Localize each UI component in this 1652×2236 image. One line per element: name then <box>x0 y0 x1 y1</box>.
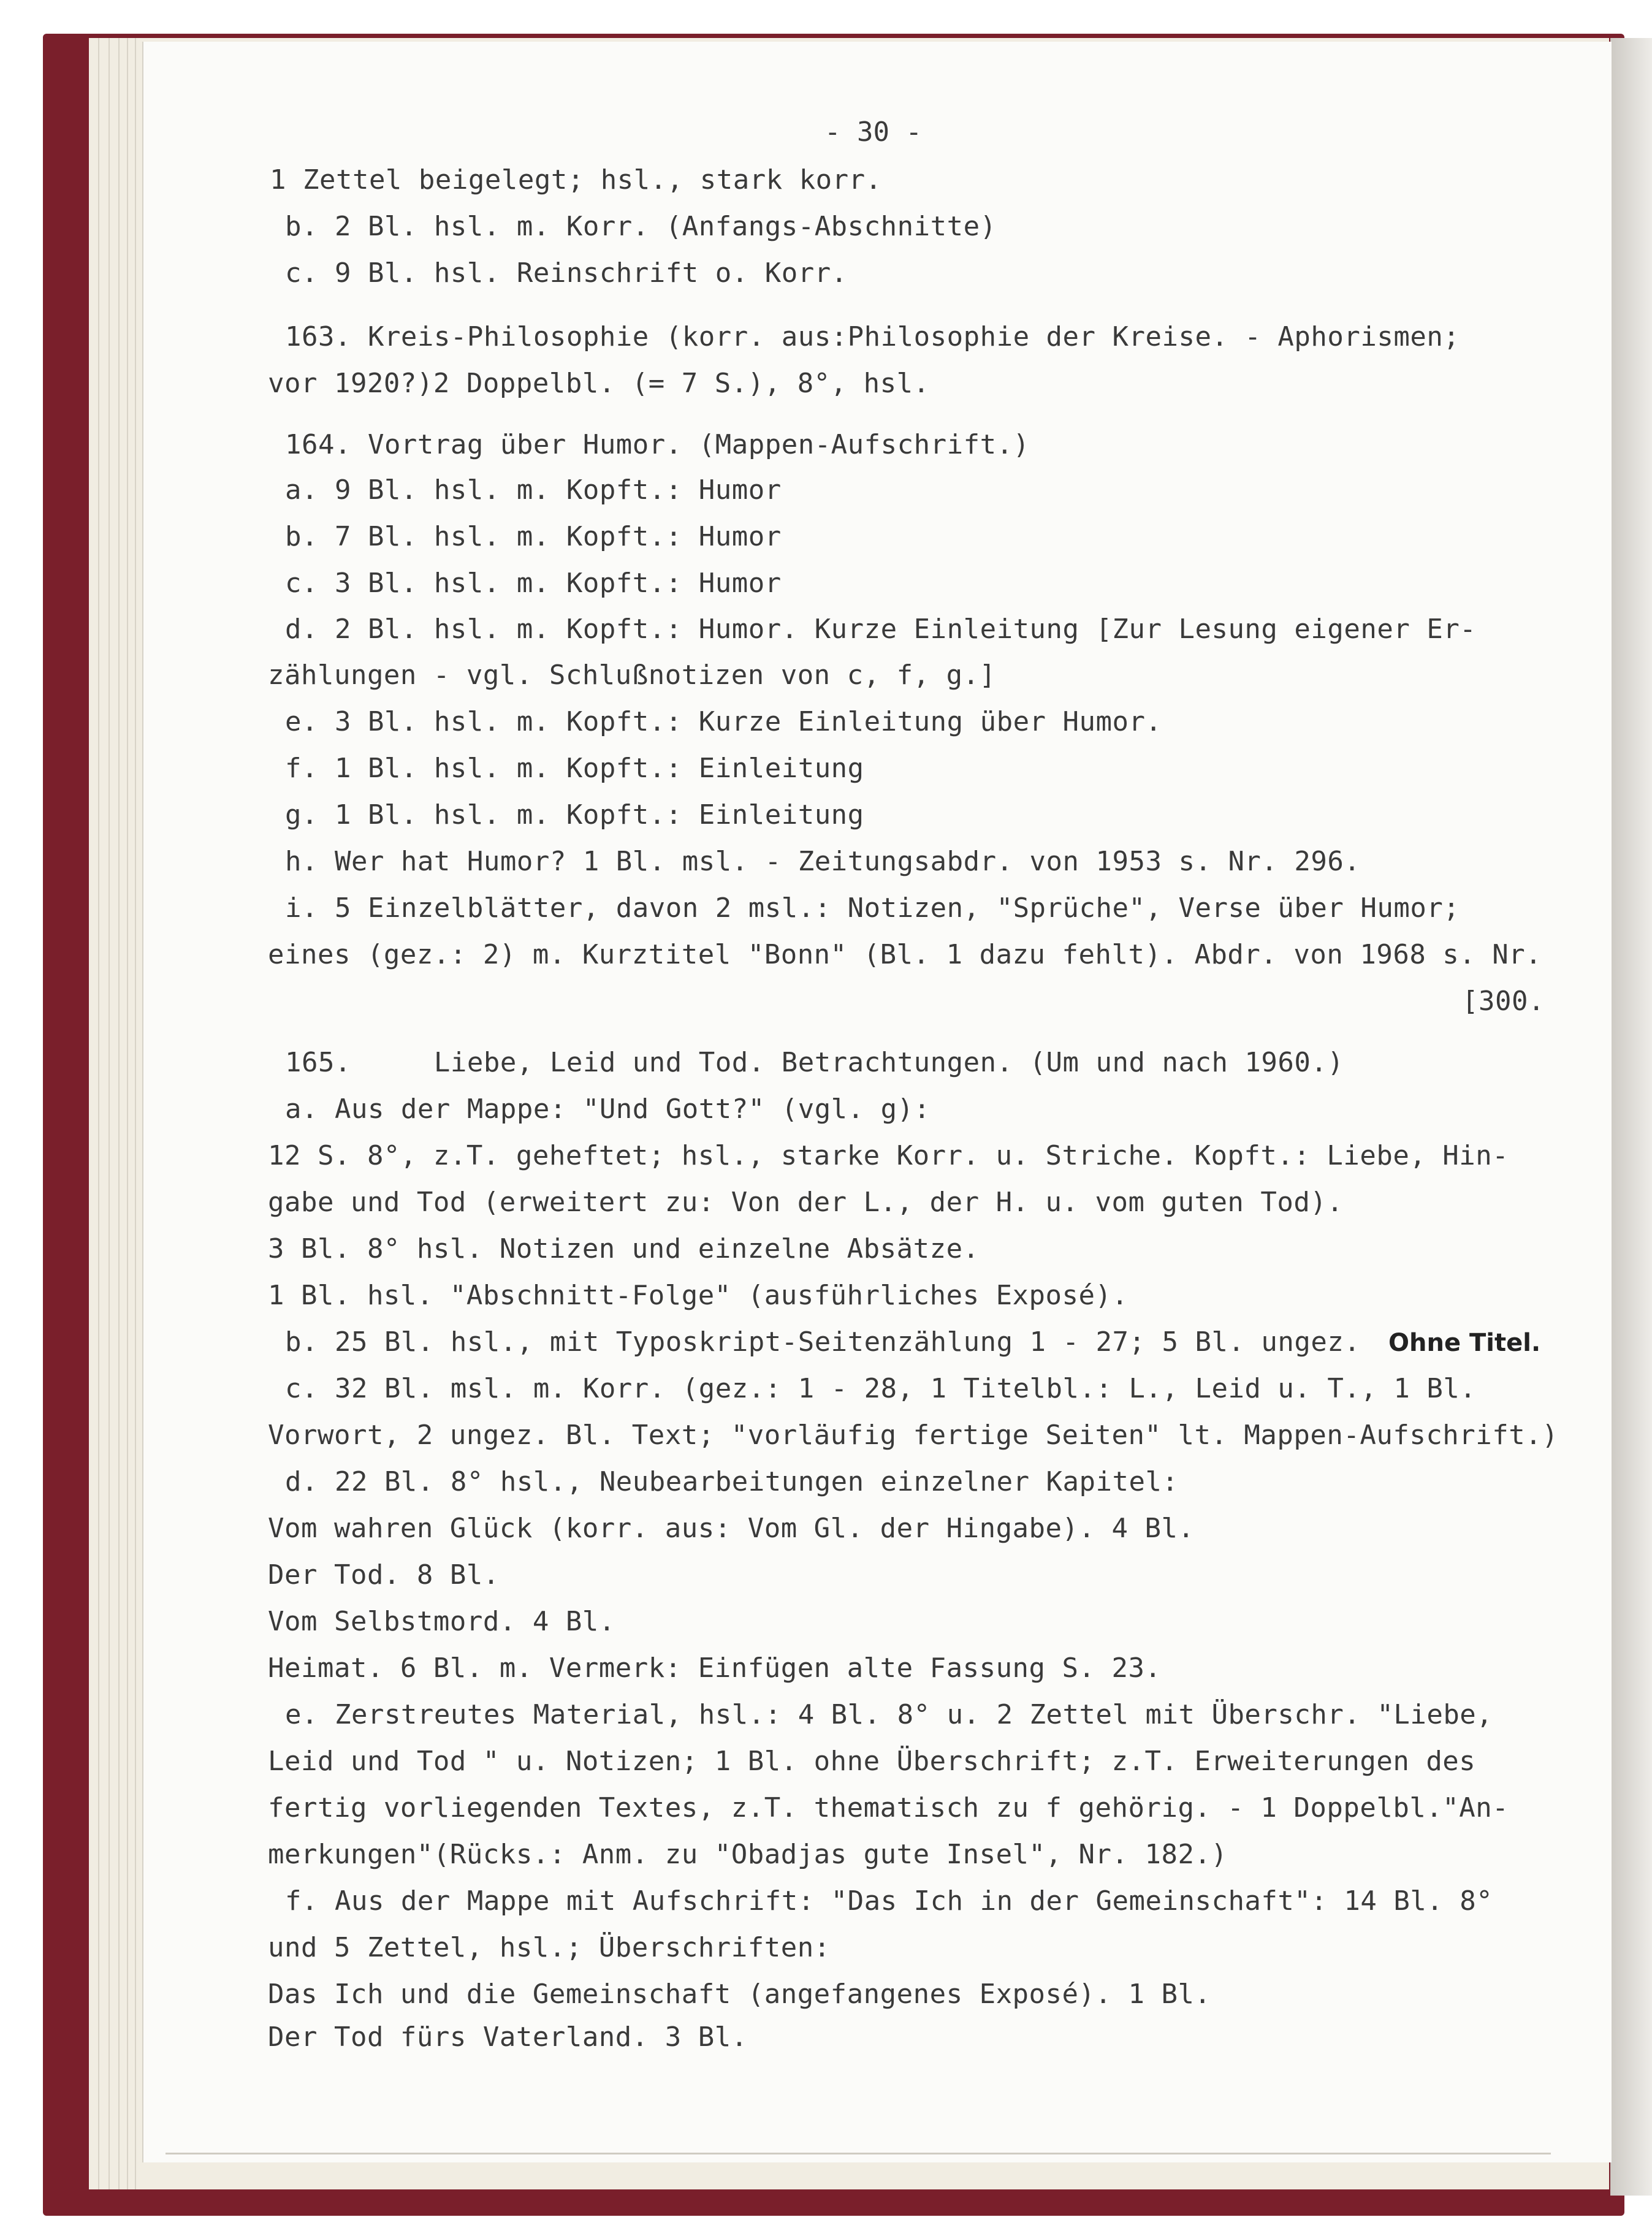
text-line: 1 Bl. hsl. "Abschnitt-Folge" (ausführliches Exposé). <box>268 1280 1129 1311</box>
text-line: 165. Liebe, Leid und Tod. Betrachtungen. (Um und nach 1960.) <box>285 1047 1344 1078</box>
text-line: Vom Selbstmord. 4 Bl. <box>268 1606 615 1637</box>
page-edge <box>118 38 120 2189</box>
bottom-rule <box>166 2153 1551 2154</box>
text-line: d. 22 Bl. 8° hsl., Neubearbeitungen einzelner Kapitel: <box>285 1466 1179 1497</box>
handwritten-note: Ohne Titel. <box>1388 1329 1541 1357</box>
right-page-shadow <box>1610 38 1652 2196</box>
page-edge <box>98 38 99 2189</box>
page-edge <box>108 38 110 2189</box>
text-line: c. 3 Bl. hsl. m. Kopft.: Humor <box>285 568 782 599</box>
text-line: eines (gez.: 2) m. Kurztitel "Bonn" (Bl. 1 dazu fehlt). Abdr. von 1968 s. Nr. <box>268 939 1542 970</box>
text-line: zählungen - vgl. Schlußnotizen von c, f, g.] <box>268 660 996 691</box>
text-line: h. Wer hat Humor? 1 Bl. msl. - Zeitungsabdr. von 1953 s. Nr. 296. <box>285 846 1361 877</box>
text-line: a. 9 Bl. hsl. m. Kopft.: Humor <box>285 474 782 506</box>
text-line: 164. Vortrag über Humor. (Mappen-Aufschrift.) <box>285 429 1030 460</box>
text-line: g. 1 Bl. hsl. m. Kopft.: Einleitung <box>285 799 864 831</box>
text-line: [300. <box>1462 986 1545 1017</box>
text-line: 12 S. 8°, z.T. geheftet; hsl., starke Korr. u. Striche. Kopft.: Liebe, Hin- <box>268 1140 1509 1171</box>
text-line: vor 1920?)2 Doppelbl. (= 7 S.), 8°, hsl. <box>268 368 930 399</box>
text-line: 163. Kreis-Philosophie (korr. aus:Philosophie der Kreise. - Aphorismen; <box>285 321 1460 352</box>
text-line: Heimat. 6 Bl. m. Vermerk: Einfügen alte Fassung S. 23. <box>268 1652 1162 1684</box>
text-line: 1 Zettel beigelegt; hsl., stark korr. <box>270 164 882 196</box>
text-line: f. Aus der Mappe mit Aufschrift: "Das Ich in der Gemeinschaft": 14 Bl. 8° <box>285 1885 1493 1917</box>
text-line: c. 32 Bl. msl. m. Korr. (gez.: 1 - 28, 1 Titelbl.: L., Leid u. T., 1 Bl. <box>285 1373 1477 1404</box>
text-line: a. Aus der Mappe: "Und Gott?" (vgl. g): <box>285 1093 931 1125</box>
text-line: 3 Bl. 8° hsl. Notizen und einzelne Absätze. <box>268 1233 980 1264</box>
page-edge <box>135 38 136 2189</box>
text-line: Das Ich und die Gemeinschaft (angefangenes Exposé). 1 Bl. <box>268 1979 1211 2010</box>
text-line: fertig vorliegenden Textes, z.T. thematisch zu f gehörig. - 1 Doppelbl."An- <box>268 1792 1509 1823</box>
text-line: b. 25 Bl. hsl., mit Typoskript-Seitenzählung 1 - 27; 5 Bl. ungez. <box>285 1326 1361 1358</box>
text-line: d. 2 Bl. hsl. m. Kopft.: Humor. Kurze Einleitung [Zur Lesung eigener Er- <box>285 614 1477 645</box>
text-line: gabe und Tod (erweitert zu: Von der L., der H. u. vom guten Tod). <box>268 1187 1344 1218</box>
text-line: e. Zerstreutes Material, hsl.: 4 Bl. 8° u. 2 Zettel mit Überschr. "Liebe, <box>285 1699 1493 1730</box>
text-line: e. 3 Bl. hsl. m. Kopft.: Kurze Einleitung über Humor. <box>285 706 1162 737</box>
text-line: merkungen"(Rücks.: Anm. zu "Obadjas gute Insel", Nr. 182.) <box>268 1839 1228 1870</box>
text-line: Der Tod. 8 Bl. <box>268 1559 500 1591</box>
text-line: b. 7 Bl. hsl. m. Kopft.: Humor <box>285 521 782 552</box>
text-line: Vom wahren Glück (korr. aus: Vom Gl. der Hingabe). 4 Bl. <box>268 1513 1195 1544</box>
text-line: Vorwort, 2 ungez. Bl. Text; "vorläufig fertige Seiten" lt. Mappen-Aufschrift.) <box>268 1420 1559 1451</box>
text-line: i. 5 Einzelblätter, davon 2 msl.: Notizen, "Sprüche", Verse über Humor; <box>285 892 1460 924</box>
text-line: f. 1 Bl. hsl. m. Kopft.: Einleitung <box>285 753 864 784</box>
page-edge <box>127 38 128 2189</box>
text-line: und 5 Zettel, hsl.; Überschriften: <box>268 1932 831 1963</box>
text-line: c. 9 Bl. hsl. Reinschrift o. Korr. <box>285 257 848 289</box>
text-line: Der Tod fürs Vaterland. 3 Bl. <box>268 2021 748 2053</box>
text-line: Leid und Tod " u. Notizen; 1 Bl. ohne Überschrift; z.T. Erweiterungen des <box>268 1746 1476 1777</box>
page-number: - 30 - <box>824 116 922 148</box>
text-line: b. 2 Bl. hsl. m. Korr. (Anfangs-Abschnitte) <box>285 211 997 242</box>
